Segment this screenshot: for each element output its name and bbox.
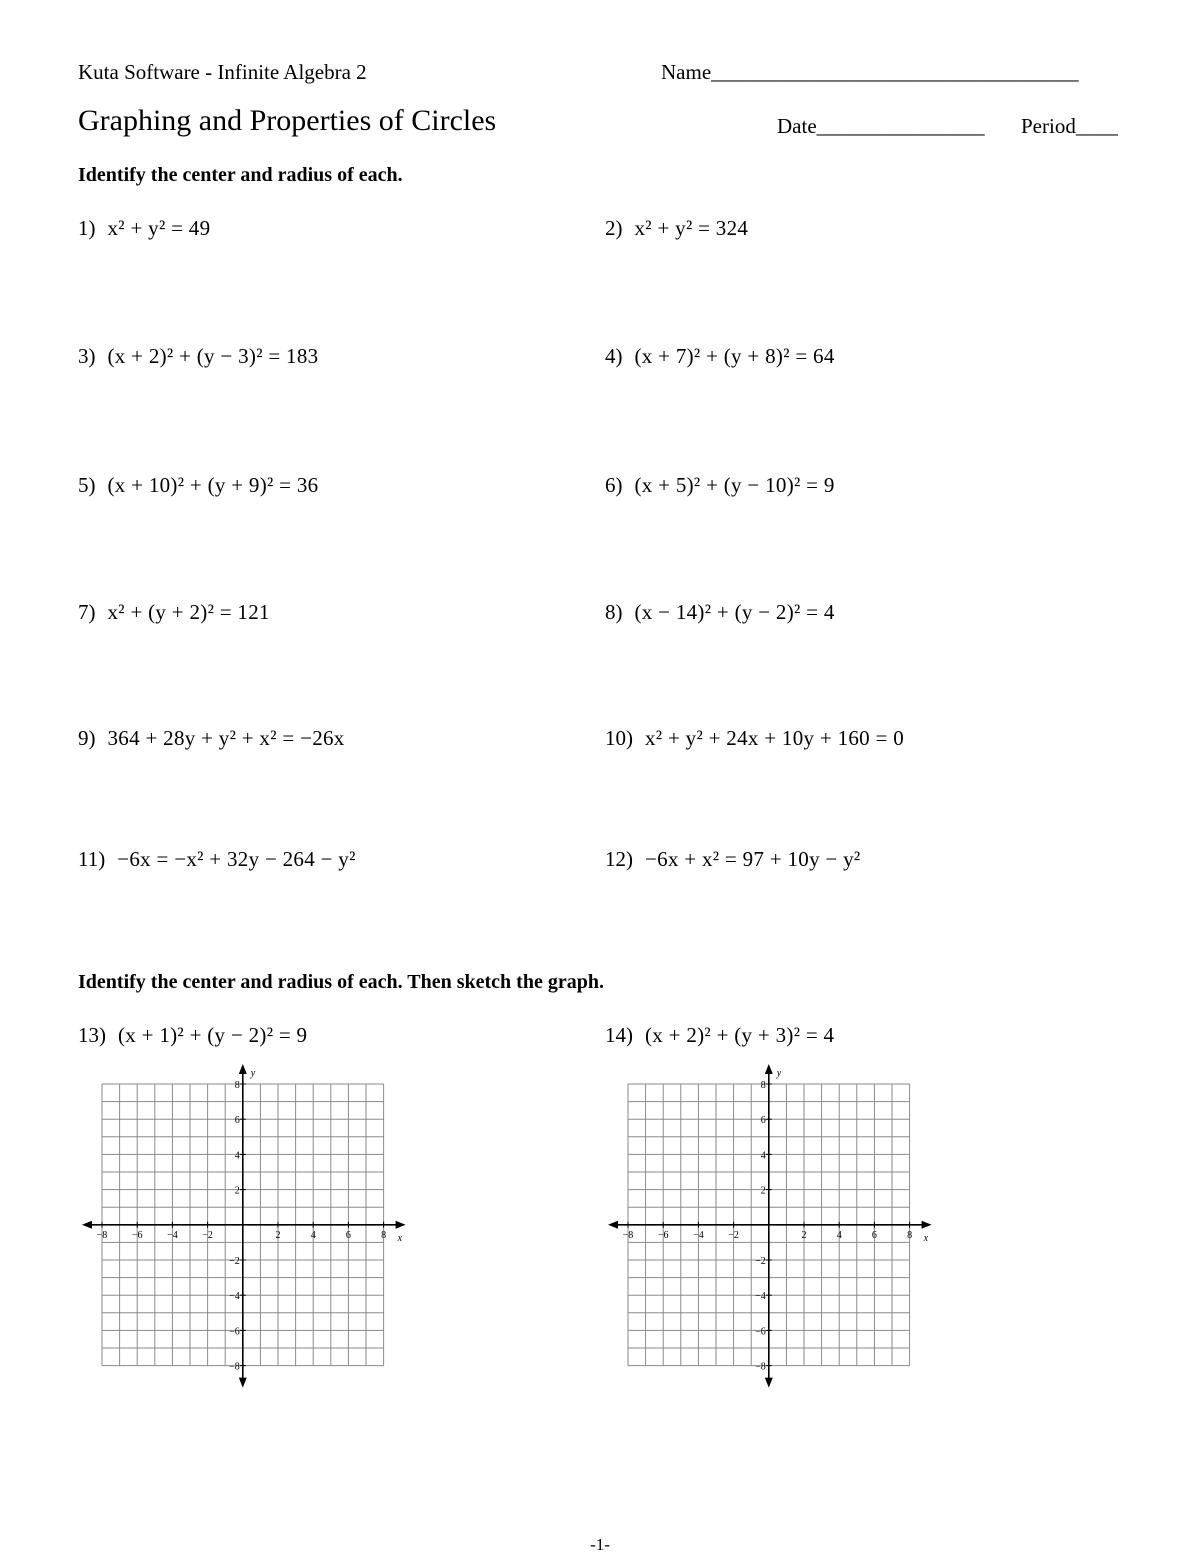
problem-number: 8)	[605, 600, 623, 624]
x-axis-arrow-left	[82, 1221, 92, 1229]
problem-equation: x² + y² + 24x + 10y + 160 = 0	[645, 726, 905, 750]
problem-11	[78, 847, 356, 872]
x-tick-label: −4	[693, 1229, 704, 1241]
problem-7	[78, 600, 270, 625]
problem-number: 1)	[78, 216, 96, 240]
x-tick-label: −6	[657, 1229, 669, 1241]
x-tick-label: 6	[345, 1229, 351, 1241]
problem-10	[605, 726, 904, 751]
y-axis-arrow-down	[239, 1378, 247, 1388]
y-tick-label: 4	[234, 1150, 240, 1162]
x-tick-label: 8	[381, 1229, 387, 1241]
x-axis-arrow-right	[396, 1221, 406, 1229]
problem-equation: −6x + x² = 97 + 10y − y²	[645, 847, 861, 871]
y-axis-arrow-up	[239, 1064, 247, 1074]
problem-equation: (x + 2)² + (y − 3)² = 183	[107, 344, 319, 368]
y-axis-arrow-up	[765, 1064, 773, 1074]
x-axis-arrow-right	[922, 1221, 932, 1229]
y-tick-label: 8	[760, 1080, 766, 1091]
problem-number: 10)	[605, 726, 633, 750]
problem-number: 12)	[605, 847, 633, 871]
problem-equation: x² + y² = 49	[107, 216, 211, 240]
name-field[interactable]: Name___________________________________	[661, 60, 1079, 84]
problem-number: 7)	[78, 600, 96, 624]
coordinate-grid-13[interactable]	[80, 1062, 420, 1392]
x-tick-label: −8	[96, 1229, 108, 1241]
problem-number: 6)	[605, 473, 623, 497]
problem-13	[78, 1023, 307, 1048]
problem-5	[78, 473, 318, 498]
problem-equation: x² + y² = 324	[634, 216, 749, 240]
problem-2	[605, 216, 748, 241]
problem-12	[605, 847, 861, 872]
x-axis-arrow-left	[608, 1221, 618, 1229]
x-axis-label: x	[923, 1232, 929, 1244]
problem-equation: −6x = −x² + 32y − 264 − y²	[117, 847, 356, 871]
x-tick-label: −4	[167, 1229, 178, 1241]
problem-number: 9)	[78, 726, 96, 750]
problem-14	[605, 1023, 834, 1048]
problem-equation: (x + 1)² + (y − 2)² = 9	[118, 1023, 308, 1047]
problem-equation: x² + (y + 2)² = 121	[107, 600, 270, 624]
y-tick-label: 4	[760, 1150, 766, 1162]
y-tick-label: −2	[229, 1256, 240, 1267]
problem-6	[605, 473, 835, 498]
y-tick-label: −4	[229, 1291, 240, 1303]
y-axis-label: y	[776, 1068, 782, 1079]
y-axis-label: y	[250, 1068, 256, 1079]
problem-equation: 364 + 28y + y² + x² = −26x	[107, 726, 345, 750]
x-tick-label: 2	[275, 1229, 281, 1241]
x-tick-label: 6	[871, 1229, 877, 1241]
y-tick-label: 2	[760, 1185, 766, 1197]
page-title: Graphing and Properties of Circles	[78, 104, 497, 137]
problem-3	[78, 344, 318, 369]
x-tick-label: −6	[131, 1229, 143, 1241]
date-field[interactable]: Date________________	[777, 114, 985, 138]
problem-4	[605, 344, 835, 369]
y-axis-arrow-down	[765, 1378, 773, 1388]
problem-equation: (x + 2)² + (y + 3)² = 4	[645, 1023, 835, 1047]
y-tick-label: 6	[234, 1115, 240, 1127]
period-field[interactable]: Period____	[1021, 114, 1118, 138]
x-tick-label: 2	[801, 1229, 807, 1241]
x-tick-label: 4	[310, 1229, 316, 1241]
problem-number: 3)	[78, 344, 96, 368]
x-tick-label: 4	[836, 1229, 842, 1241]
x-tick-label: −2	[202, 1229, 213, 1241]
page-number: -1-	[590, 1535, 610, 1554]
y-tick-label: −4	[755, 1291, 766, 1303]
problem-1	[78, 216, 210, 241]
problem-number: 2)	[605, 216, 623, 240]
section-2-instruction: Identify the center and radius of each. Then sketch the graph.	[78, 971, 604, 993]
y-tick-label: −8	[229, 1361, 240, 1373]
problem-equation: (x − 14)² + (y − 2)² = 4	[634, 600, 835, 624]
y-tick-label: −2	[755, 1256, 766, 1267]
problem-number: 4)	[605, 344, 623, 368]
y-tick-label: 2	[234, 1185, 240, 1197]
y-tick-label: −8	[755, 1361, 766, 1373]
y-tick-label: −6	[755, 1326, 766, 1338]
problem-number: 5)	[78, 473, 96, 497]
problem-number: 14)	[605, 1023, 633, 1047]
x-tick-label: 8	[907, 1229, 913, 1241]
y-tick-label: −6	[229, 1326, 240, 1338]
problem-8	[605, 600, 835, 625]
problem-equation: (x + 7)² + (y + 8)² = 64	[634, 344, 835, 368]
problem-equation: (x + 10)² + (y + 9)² = 36	[107, 473, 319, 497]
problem-equation: (x + 5)² + (y − 10)² = 9	[634, 473, 835, 497]
problem-number: 11)	[78, 847, 106, 871]
problem-9	[78, 726, 345, 751]
software-label: Kuta Software - Infinite Algebra 2	[78, 60, 367, 84]
y-tick-label: 8	[234, 1080, 240, 1091]
coordinate-grid-14[interactable]	[606, 1062, 946, 1392]
x-tick-label: −2	[728, 1229, 739, 1241]
section-1-instruction: Identify the center and radius of each.	[78, 164, 403, 186]
y-tick-label: 6	[760, 1115, 766, 1127]
problem-number: 13)	[78, 1023, 106, 1047]
x-tick-label: −8	[622, 1229, 634, 1241]
x-axis-label: x	[397, 1232, 403, 1244]
